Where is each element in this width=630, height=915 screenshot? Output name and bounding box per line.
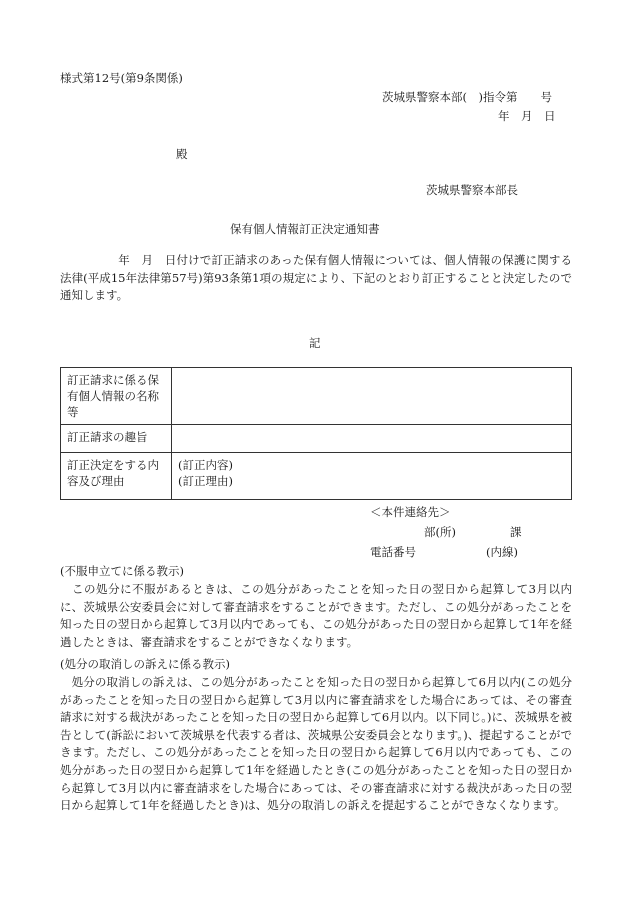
row-value xyxy=(172,425,572,453)
document-number: 茨城県警察本部( )指令第 号 xyxy=(382,90,552,104)
correction-content-label: (訂正内容) xyxy=(178,458,233,472)
contact-extension-label: (内線) xyxy=(486,545,518,559)
revocation-text: 処分の取消しの訴えは、この処分があったことを知った日の翌日から起算して6月以内(この処分があったことを知った日の翌日から起算して3月以内に審査請求をした場合にあっては、その審査請求に対する裁決があったことを知った日の翌日から起算して6月以内。以下同じ。)に、茨城県を被告として(訴訟において茨城県を代表する者は、茨城県公安委員会となります。)、提起することができます。ただし、この処分があったことを知った日の翌日から起算して6月以内であっても、この処分があった日の翌日から起算して1年を経過したとき(この処分があったことを知った日の翌日から起算して3月以内に審査請求をした場合にあっては、その審査請求に対する裁決があった日の翌日から起算して1年を経過したとき)は、処分の取消しの訴えを提起することができなくなります。 xyxy=(60,675,572,813)
row-value xyxy=(172,453,572,500)
table-row xyxy=(61,368,572,425)
correction-reason-label: (訂正理由) xyxy=(178,474,233,488)
row-label: 訂正請求に係る保有個人情報の名称等 xyxy=(61,368,172,425)
table-row xyxy=(61,425,572,453)
document-title: 保有個人情報訂正決定通知書 xyxy=(230,222,380,236)
contact-phone-label: 電話番号 xyxy=(370,545,416,559)
sender-name: 茨城県警察本部長 xyxy=(426,183,518,197)
appeal-heading: (不服申立てに係る教示) xyxy=(60,564,184,578)
ki-label: 記 xyxy=(309,336,321,350)
row-value xyxy=(172,368,572,425)
table-row xyxy=(61,453,572,500)
contact-section-label: 課 xyxy=(510,525,522,539)
appeal-text: この処分に不服があるときは、この処分があったことを知った日の翌日から起算して3月以内に、茨城県公安委員会に対して審査請求をすることができます。ただし、この処分があったことを知った日の翌日から起算して3月以内であっても、この処分があった日の翌日から起算して1年を経過したときは、審査請求をすることができなくなります。 xyxy=(60,582,572,649)
row-label: 訂正決定をする内容及び理由 xyxy=(61,453,172,500)
form-number: 様式第12号(第9条関係) xyxy=(60,71,183,85)
row-label: 訂正請求の趣旨 xyxy=(61,425,172,453)
revocation-heading: (処分の取消しの訴えに係る教示) xyxy=(60,657,230,671)
contact-dept-label: 部(所) xyxy=(424,525,456,539)
issue-date: 年 月 日 xyxy=(498,109,556,123)
body-paragraph: 年 月 日付けで訂正請求のあった保有個人情報については、個人情報の保護に関する法律(平成15年法律第57号)第93条第1項の規定により、下記のとおり訂正することと決定したので通知します。 xyxy=(60,253,572,303)
information-table xyxy=(60,367,572,500)
addressee-suffix: 殿 xyxy=(176,147,188,161)
contact-heading: ＜本件連絡先＞ xyxy=(370,505,451,519)
